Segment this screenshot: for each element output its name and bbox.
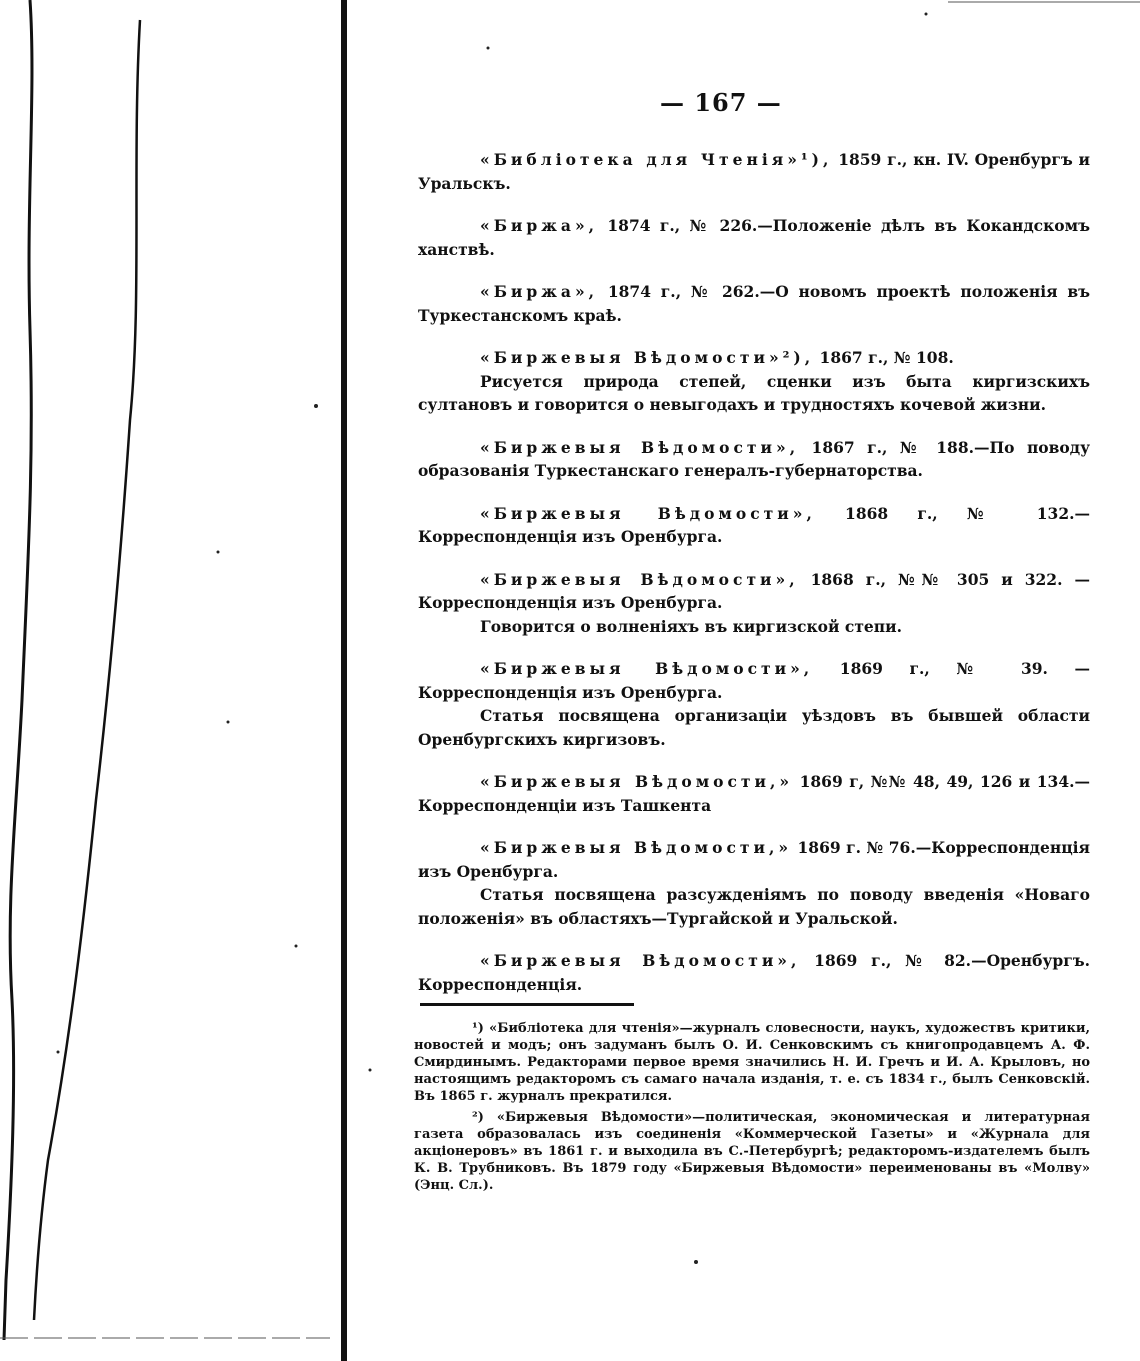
- bibliography-entry: [418, 770, 1090, 817]
- entry-title: «Биржевыя Вѣдомости,»: [480, 838, 793, 857]
- speck: [314, 404, 318, 408]
- entry-details: 1867 г., № 188.—По поводу образованія Туркестанскаго генералъ-губернаторства.: [418, 437, 1090, 480]
- entry-description: Рисуется природа степей, сценки изъ быта киргизскихъ султановъ и говорится о невыгодахъ и трудностяхъ кочевой жизни.: [418, 371, 1090, 414]
- speck: [925, 13, 928, 16]
- speck: [694, 1260, 698, 1264]
- bibliography-entry: [418, 502, 1090, 549]
- entry-title: «Биржевыя Вѣдомости»,: [480, 569, 799, 589]
- entry-citation: [418, 657, 1090, 704]
- entry-citation: [418, 502, 1090, 549]
- entry-citation: [418, 346, 1090, 370]
- speck: [217, 551, 220, 554]
- entry-details: 1874 г., № 262.—О новомъ проектѣ положенія въ Туркестанскомъ краѣ.: [418, 282, 1090, 325]
- footnotes: [414, 1020, 1090, 1198]
- entry-title: «Биржевыя Вѣдомости,»: [480, 772, 794, 791]
- bibliography-entry: [418, 436, 1090, 483]
- entry-citation: [418, 949, 1090, 996]
- entry-citation: [418, 214, 1090, 261]
- entry-citation: [418, 770, 1090, 817]
- footnote-mark: ¹): [472, 1021, 484, 1036]
- footnote-text: «Библіотека для чтенія»—журналъ словесности, наукъ, художествъ критики, новостей и модъ; онъ задуманъ былъ О. И. Сенковскимъ съ книгопродавцемъ А. Ф. Смирдинымъ. Редакторами первое время значились Н. И. Гречъ и И. А. Крыловъ, но настоящимъ редакторомъ съ самаго начала изданія, т. е. съ 1834 г., былъ Сенковскій. Въ 1865 г. журналъ прекратился.: [414, 1021, 1090, 1104]
- entry-citation: [418, 148, 1090, 195]
- bibliography-entry: [418, 148, 1090, 195]
- speck: [295, 945, 298, 948]
- page-number: — 167 —: [660, 88, 782, 117]
- entry-title: «Биржа»,: [480, 216, 599, 235]
- bibliography-list: [418, 148, 1090, 1015]
- binding-edge: [341, 0, 347, 1361]
- entry-details: 1869 г., № 39. — Корреспонденція изъ Оренбурга.: [418, 659, 1091, 702]
- entry-description: Статья посвящена организаціи уѣздовъ въ бывшей области Оренбургскихъ киргизовъ.: [418, 706, 1090, 749]
- speck: [487, 47, 490, 50]
- entry-details: 1868 г., № 132.—Корреспонденція изъ Оренбурга.: [418, 503, 1090, 546]
- bibliography-entry: [418, 657, 1090, 751]
- entry-title: «Биржевыя Вѣдомости»²),: [480, 348, 815, 367]
- entry-description: Говорится о волненіяхъ въ киргизской степи.: [480, 616, 903, 636]
- entry-details: 1867 г., № 108.: [814, 348, 954, 367]
- footnote-text: «Биржевыя Вѣдомости»—политическая, экономическая и литературная газета образовалась изъ соединенія «Коммерческой Газеты» и «Журнала для акціонеровъ» въ 1861 г. и выходила въ С.-Петербургѣ; редакторомъ-издателемъ былъ К. В. Трубниковъ. Въ 1879 году «Биржевыя Вѣдомости» переименованы въ «Молву» (Энц. Сл.).: [414, 1110, 1090, 1193]
- entry-title: «Биржевыя Вѣдомости»,: [480, 437, 800, 457]
- entry-title: «Библіотека для Чтенія»¹),: [480, 150, 833, 169]
- footnote-mark: ²): [472, 1110, 484, 1125]
- entry-citation: [418, 280, 1090, 327]
- speck: [369, 1069, 372, 1072]
- bibliography-entry: [418, 214, 1090, 261]
- speck: [227, 721, 230, 724]
- left-fold-line: [34, 20, 140, 1320]
- entry-description: Статья посвящена разсужденіямъ по поводу введенія «Новаго положенія» въ областяхъ—Тургайской и Уральской.: [418, 885, 1090, 928]
- entry-title: «Биржевыя Вѣдомости»,: [480, 951, 801, 970]
- entry-title: «Биржа»,: [480, 282, 599, 301]
- entry-details: 1859 г., кн. IV. Оренбургъ и Уральскъ.: [418, 150, 1090, 193]
- speck: [57, 1051, 60, 1054]
- footnote: [414, 1020, 1090, 1105]
- entry-citation: [418, 436, 1090, 483]
- entry-citation: [418, 568, 1090, 615]
- entry-details: 1874 г., № 226.—Положеніе дѣлъ въ Кокандскомъ ханствѣ.: [418, 216, 1090, 259]
- page-edge-line: [4, 0, 32, 1340]
- bibliography-entry: [418, 949, 1090, 996]
- entry-citation: [418, 836, 1090, 883]
- entry-title: «Биржевыя Вѣдомости»,: [480, 503, 816, 523]
- entry-title: «Биржевыя Вѣдомости»,: [480, 659, 814, 678]
- entry-details: 1868 г., №№ 305 и 322. — Корреспонденція изъ Оренбурга.: [418, 569, 1090, 612]
- footnote-divider: [420, 1003, 634, 1006]
- footnote: [414, 1109, 1090, 1194]
- entry-details: 1869 г, №№ 48, 49, 126 и 134.—Корреспонденціи изъ Ташкента: [418, 772, 1090, 815]
- entry-details: 1869 г. № 76.—Корреспонденція изъ Оренбурга.: [418, 838, 1091, 881]
- bibliography-entry: [418, 346, 1090, 417]
- bibliography-entry: [418, 836, 1090, 930]
- bibliography-entry: [418, 280, 1090, 327]
- entry-details: 1869 г., № 82.—Оренбургъ. Корреспонденція.: [418, 951, 1090, 994]
- bibliography-entry: [418, 568, 1090, 639]
